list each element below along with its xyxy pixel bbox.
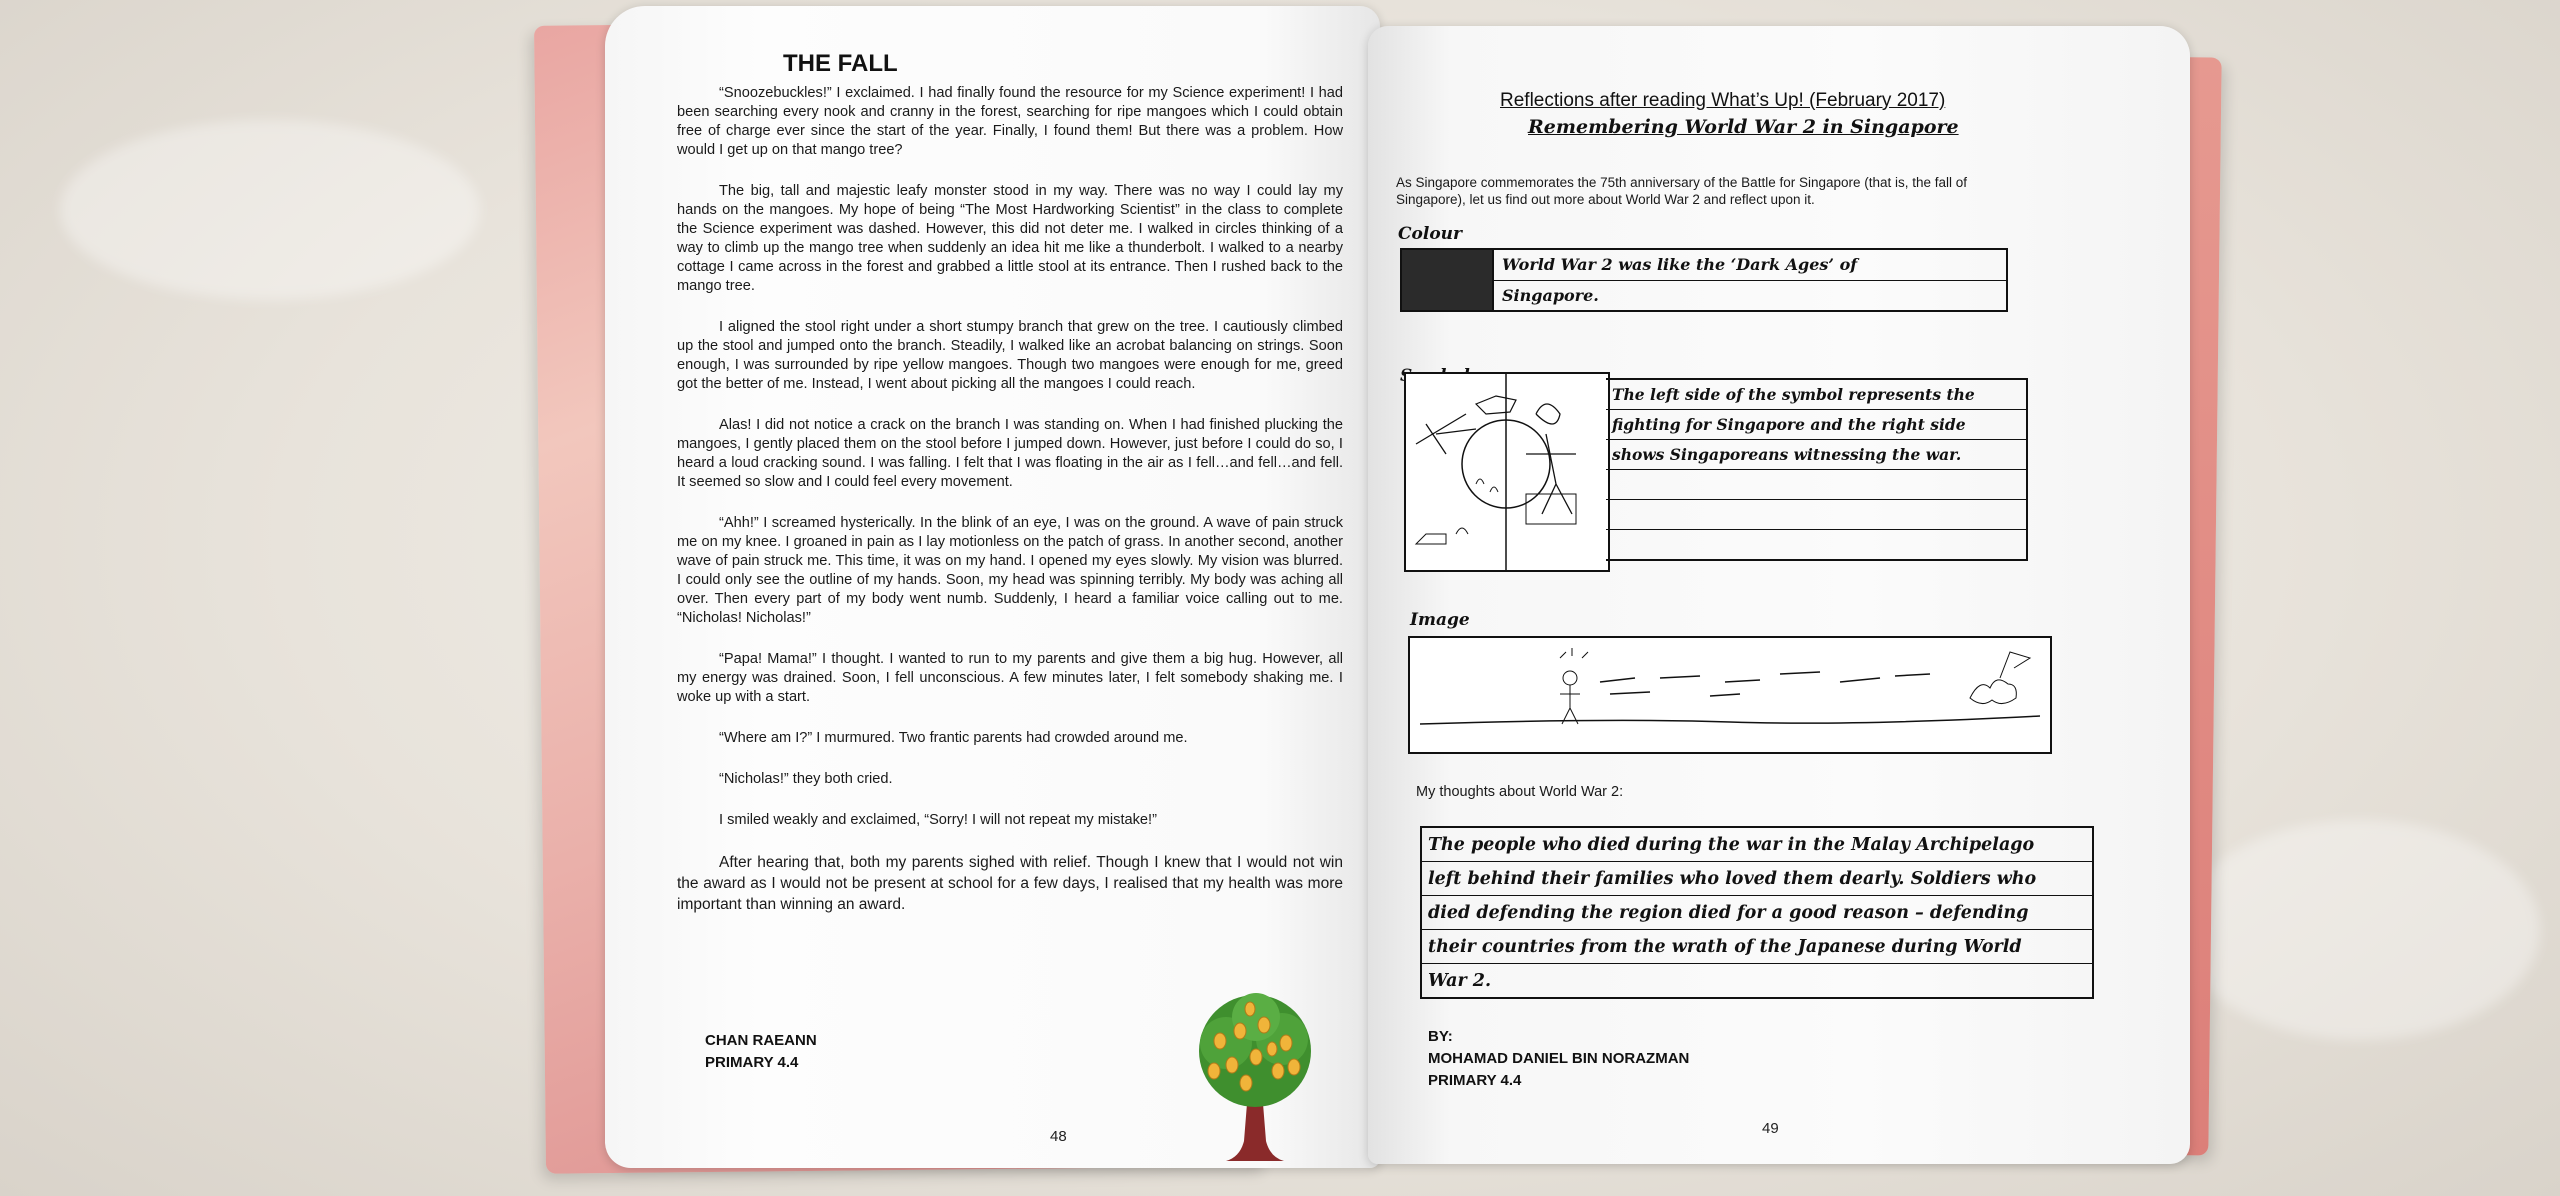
colour-line: Singapore. xyxy=(1502,285,1599,305)
thoughts-line: The people who died during the war in the Malay Archipelago xyxy=(1422,828,2092,862)
story-paragraph: “Snoozebuckles!” I exclaimed. I had finally found the resource for my Science experiment! I had been searching every nook and cranny in the forest, searching for ripe mangoes which I could obtain free of charge ever since the start of the year. Finally, I found them! But there was a problem. How would I get up on that mango tree? xyxy=(677,85,1343,158)
thoughts-line: their countries from the wrath of the Japanese during World xyxy=(1422,930,2092,964)
blanket-fold xyxy=(2180,820,2540,1040)
symbol-line xyxy=(1606,470,2026,500)
thoughts-label: My thoughts about World War 2: xyxy=(1416,784,1624,800)
symbol-line: fighting for Singapore and the right side xyxy=(1606,410,2026,440)
symbol-table xyxy=(1606,378,2028,561)
colour-swatch xyxy=(1402,250,1494,310)
story-paragraph: Alas! I did not notice a crack on the branch I was standing on. When I had finished plucking the mangoes, I gently placed them on the stool before I jumped down. However, just before I could do so, I heard a loud cracking sound. I was falling. I felt that I was floating in the air as I fell…and fell…and fell. It seemed so slow and I could feel every movement. xyxy=(677,417,1343,490)
colour-label: Colour xyxy=(1398,224,1462,244)
story-paragraph: “Papa! Mama!” I thought. I wanted to run to my parents and give them a big hug. However, all my energy was drained. Soon, I fell unconscious. A few minutes later, I felt somebody shaking me. I woke up with a start. xyxy=(677,651,1343,705)
reflection-author xyxy=(1428,1026,1689,1092)
reflection-title-line2: Remembering World War 2 in Singapore xyxy=(1528,116,1959,138)
symbol-line xyxy=(1606,500,2026,530)
reflection-title-line1: Reflections after reading What’s Up! (February 2017) xyxy=(1500,90,1946,111)
symbol-label: Symbol xyxy=(1400,366,1470,386)
colour-table xyxy=(1400,248,2008,312)
thoughts-line: left behind their families who loved them dearly. Soldiers who xyxy=(1422,862,2092,896)
thoughts-line: died defending the region died for a good reason – defending xyxy=(1422,896,2092,930)
story-dialog: “Nicholas!” they both cried. xyxy=(719,771,893,787)
page-number: 49 xyxy=(1762,1120,1779,1137)
mango-tree-illustration xyxy=(1190,991,1320,1163)
page-number: 48 xyxy=(1050,1128,1067,1145)
image-label: Image xyxy=(1410,610,1470,630)
story-paragraph: “Ahh!” I screamed hysterically. In the blink of an eye, I was on the ground. A wave of pain struck me on my knee. I groaned in pain as I lay motionless on the patch of grass. In another second, another wave of pain struck me. This time, it was on my hand. I opened my eyes slowly. My vision was blurred. I could only see the outline of my hands. Soon, my head was spinning terribly. My body was aching all over. Then every part of my body went numb. Suddenly, I heard a familiar voice calling out to me. “Nicholas! Nicholas!” xyxy=(677,515,1343,626)
story-body xyxy=(677,84,1343,937)
war-scene-drawing xyxy=(1408,636,2052,754)
symbol-line xyxy=(1606,530,2026,559)
story-dialog: I smiled weakly and exclaimed, “Sorry! I will not repeat my mistake!” xyxy=(719,812,1157,828)
reflection-title xyxy=(1438,90,2158,138)
blanket-fold xyxy=(60,120,480,300)
story-paragraph: After hearing that, both my parents sighed with relief. Though I knew that I would not win the award as I would not be present at school for a few days, I realised that my health was more important than winning an award. xyxy=(677,854,1343,913)
author-name: CHAN RAEANN xyxy=(705,1032,817,1049)
war-symbol-drawing xyxy=(1404,372,1610,572)
story-author xyxy=(705,1030,817,1074)
author-name: MOHAMAD DANIEL BIN NORAZMAN xyxy=(1428,1050,1690,1067)
left-page xyxy=(605,6,1380,1168)
story-paragraph: The big, tall and majestic leafy monster stood in my way. There was no way I could lay my hands on the mangoes. My hope of being “The Most Hardworking Scientist” in the class to complete the Science experiment was dashed. However, this did not deter me. I walked in circles thinking of a way to climb up the mango tree when suddenly an idea hit me like a thunderbolt. I walked to a nearby cottage I came across in the forest and grabbed a little stool at its entrance. Then I rushed back to the mango tree. xyxy=(677,183,1343,294)
by-label: BY: xyxy=(1428,1028,1453,1045)
author-class: PRIMARY 4.4 xyxy=(705,1054,799,1071)
thoughts-table xyxy=(1420,826,2094,999)
story-paragraph: I aligned the stool right under a short stumpy branch that grew on the tree. I cautiously climbed up the stool and jumped onto the branch. Steadily, I walked like an acrobat balancing on strings. Soon enough, I was surrounded by ripe yellow mangoes. Though two mangoes were enough for me, greed got the better of me. Instead, I went about picking all the mangoes I could reach. xyxy=(677,319,1343,392)
story-title: THE FALL xyxy=(783,50,898,77)
thoughts-line: War 2. xyxy=(1428,970,1492,991)
story-dialog: “Where am I?” I murmured. Two frantic parents had crowded around me. xyxy=(719,730,1188,746)
right-page xyxy=(1368,26,2190,1164)
colour-line: World War 2 was like the ‘Dark Ages’ of xyxy=(1494,250,2006,281)
author-class: PRIMARY 4.4 xyxy=(1428,1072,1522,1089)
reflection-intro: As Singapore commemorates the 75th anniversary of the Battle for Singapore (that is, the fall of Singapore), let us find out more about World War 2 and reflect upon it. xyxy=(1396,175,1968,207)
symbol-line: shows Singaporeans witnessing the war. xyxy=(1606,440,2026,470)
symbol-line: The left side of the symbol represents the xyxy=(1606,380,2026,410)
